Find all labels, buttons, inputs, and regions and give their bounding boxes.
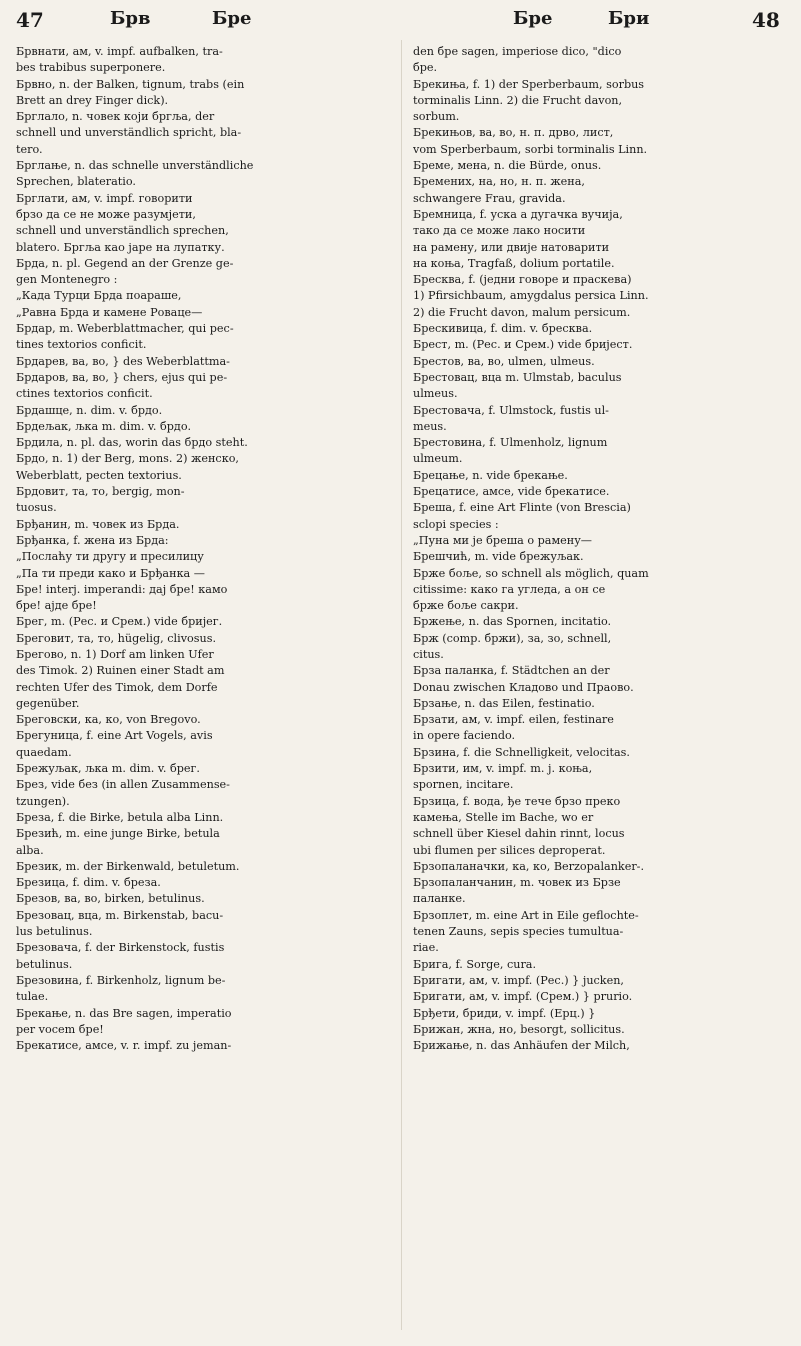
dictionary-line: Брекиња, f. 1) der Sperberbaum, sorbus: [413, 77, 645, 91]
dictionary-line: Брзина, f. die Schnelligkeit, velocitas.: [413, 745, 630, 759]
dictionary-line: 1) Pfirsichbaum, amygdalus persica Linn.: [413, 289, 649, 303]
dictionary-line: ctines textorios conficit.: [16, 387, 153, 401]
dictionary-line: alba.: [16, 843, 44, 857]
dictionary-line: Бремница, f. уска а дугачка вучија,: [413, 207, 623, 221]
dictionary-line: Брегуница, f. eine Art Vogels, avis: [16, 729, 213, 743]
dictionary-line: Брешчић, m. vide брежуљак.: [413, 550, 584, 564]
dictionary-line: Брж (comp. бржи), за, зо, schnell,: [413, 631, 612, 645]
dictionary-line: Брзити, им, v. impf. m. j. коња,: [413, 762, 593, 776]
dictionary-line: tenen Zauns, sepis species tumultua-: [413, 925, 624, 939]
dictionary-line: ubi flumen per silices deproperat.: [413, 843, 606, 857]
dictionary-line: Бремених, на, но, н. п. жена,: [413, 175, 585, 189]
left-column: [16, 44, 391, 1054]
dictionary-line: Брза паланка, f. Städtchen an der: [413, 664, 610, 678]
dictionary-line: Брвно, n. der Balken, tignum, trabs (ein: [16, 77, 245, 91]
dictionary-line: tzungen).: [16, 794, 70, 808]
dictionary-line: Бреговит, та, то, hügelig, clivosus.: [16, 631, 217, 645]
dictionary-line: Брескивица, f. dim. v. бресква.: [413, 322, 593, 336]
dictionary-line: Брзање, n. das Eilen, festinatio.: [413, 696, 595, 710]
dictionary-line: Брестовац, вца m. Ulmstab, baculus: [413, 370, 622, 384]
dictionary-line: брже боље сакри.: [413, 599, 519, 613]
dictionary-line: Брестовача, f. Ulmstock, fustis ul-: [413, 403, 609, 417]
dictionary-line: паланке.: [413, 892, 466, 906]
dictionary-line: citus.: [413, 647, 444, 661]
right-guide-word-first: Бре: [513, 8, 553, 29]
dictionary-line: Бреза, f. die Birke, betula alba Linn.: [16, 810, 224, 824]
dictionary-line: Брига, f. Sorge, cura.: [413, 957, 537, 971]
dictionary-line: des Timok. 2) Ruinen einer Stadt am: [16, 664, 225, 678]
dictionary-line: ulmeus.: [413, 387, 458, 401]
dictionary-line: gegenüber.: [16, 696, 80, 710]
right-page-number: 48: [752, 8, 780, 32]
dictionary-line: „Пуна ми је бреша о рамену—: [413, 533, 592, 547]
dictionary-line: Брезовац, вца, m. Birkenstab, bacu-: [16, 908, 224, 922]
dictionary-line: Брецатисе, амсе, vide брекатисе.: [413, 485, 610, 499]
dictionary-line: tuosus.: [16, 501, 57, 515]
dictionary-line: Брзопаланчанин, m. човек из Брзе: [413, 876, 621, 890]
dictionary-line: Брдашце, n. dim. v. брдо.: [16, 403, 163, 417]
dictionary-line: „Равна Брда и камене Роваце—: [16, 305, 203, 319]
dictionary-line: Брђанка, f. жена из Брда:: [16, 533, 169, 547]
dictionary-line: Брда, n. pl. Gegend an der Grenze ge-: [16, 256, 234, 270]
dictionary-line: tines textorios conficit.: [16, 338, 147, 352]
dictionary-line: Брегово, n. 1) Dorf am linken Ufer: [16, 647, 214, 661]
dictionary-line: Брдељак, љка m. dim. v. брдо.: [16, 419, 192, 433]
dictionary-line: Brett an drey Finger dick).: [16, 93, 169, 107]
dictionary-line: Брезик, m. der Birkenwald, betuletum.: [16, 859, 240, 873]
dictionary-line: Брецање, n. vide брекање.: [413, 468, 568, 482]
dictionary-line: Брест, m. (Рес. и Срем.) vide бријест.: [413, 338, 633, 352]
dictionary-line: Брежуљак, љка m. dim. v. брег.: [16, 762, 200, 776]
dictionary-line: sclopi species :: [413, 517, 499, 531]
dictionary-line: Бржe боље, so schnell als möglich, quam: [413, 566, 649, 580]
dictionary-line: spornen, incitare.: [413, 778, 514, 792]
dictionary-line: schnell und unverständlich sprechen,: [16, 224, 229, 238]
dictionary-line: Бре! interj. imperandi: дај бре! камо: [16, 582, 228, 596]
dictionary-line: Брег, m. (Рес. и Срем.) vide бријег.: [16, 615, 223, 629]
dictionary-line: Брзоплет, m. eine Art in Eile geflochte-: [413, 908, 639, 922]
dictionary-line: Брезица, f. dim. v. бреза.: [16, 876, 161, 890]
dictionary-line: „Када Турци Брда поараше,: [16, 289, 182, 303]
dictionary-line: lus betulinus.: [16, 925, 93, 939]
dictionary-line: tero.: [16, 142, 43, 156]
dictionary-line: Брдо, n. 1) der Berg, mons. 2) женско,: [16, 452, 239, 466]
dictionary-line: Брзопаланачки, ка, ко, Berzopalanker-.: [413, 859, 645, 873]
dictionary-line: Брешa, f. eine Art Flinte (von Brescia): [413, 501, 631, 515]
dictionary-line: schnell über Kiesel dahin rinnt, locus: [413, 827, 625, 841]
right-column: [413, 44, 788, 1054]
dictionary-line: Брглање, n. das schnelle unverständliche: [16, 159, 254, 173]
dictionary-line: Бреме, мена, n. die Bürde, onus.: [413, 159, 602, 173]
dictionary-line: quaedam.: [16, 745, 72, 759]
dictionary-line: blatero. Бргља као јаре на лупатку.: [16, 240, 225, 254]
dictionary-line: tulae.: [16, 990, 49, 1004]
dictionary-line: Donau zwischen Кладово und Праово.: [413, 680, 634, 694]
dictionary-line: брзо да се не може разумјети,: [16, 207, 196, 221]
column-divider: [401, 40, 402, 1330]
dictionary-line: citissime: како га угледа, а он се: [413, 582, 606, 596]
dictionary-line: Бресква, f. (једни говоре и праскева): [413, 273, 632, 287]
dictionary-line: per vocem бре!: [16, 1022, 104, 1036]
dictionary-line: „Па ти преди како и Брђанка —: [16, 566, 205, 580]
dictionary-line: Брдар, m. Weberblattmacher, qui pec-: [16, 322, 234, 336]
dictionary-line: Брзица, f. вода, ђе тече брзо преко: [413, 794, 621, 808]
dictionary-line: Брглало, n. човек који бргља, der: [16, 110, 215, 124]
dictionary-line: Брекатисе, амсе, v. r. impf. zu jeman-: [16, 1039, 232, 1053]
page-header: [0, 0, 801, 44]
dictionary-line: Брижан, жна, но, besorgt, sollicitus.: [413, 1022, 625, 1036]
dictionary-line: rechten Ufer des Timok, dem Dorfe: [16, 680, 218, 694]
dictionary-line: Брзати, ам, v. impf. eilen, festinare: [413, 713, 614, 727]
right-guide-word-last: Бри: [608, 8, 650, 29]
dictionary-line: Брђети, бриди, v. impf. (Ерц.) }: [413, 1006, 596, 1020]
dictionary-line: Брезић, m. eine junge Birke, betula: [16, 827, 220, 841]
dictionary-line: ulmeum.: [413, 452, 463, 466]
dictionary-line: тако да се може лако носити: [413, 224, 586, 238]
dictionary-line: 2) die Frucht davon, malum persicum.: [413, 305, 631, 319]
left-page-number: 47: [16, 8, 44, 32]
dictionary-line: Брдовит, та, то, bergig, mon-: [16, 485, 185, 499]
dictionary-line: на коња, Tragfaß, dolium portatile.: [413, 256, 615, 270]
dictionary-line: Брдила, n. pl. das, worin das брдо steht.: [16, 436, 248, 450]
dictionary-line: Бригати, ам, v. impf. (Срем.) } prurio.: [413, 990, 633, 1004]
dictionary-line: Sprechen, blateratio.: [16, 175, 136, 189]
dictionary-line: Брекање, n. das Bre sagen, imperatio: [16, 1006, 232, 1020]
dictionary-line: Брезовача, f. der Birkenstock, fustis: [16, 941, 225, 955]
dictionary-line: Брезов, ва, во, birken, betulinus.: [16, 892, 205, 906]
dictionary-line: камења, Stelle im Bache, wo er: [413, 810, 594, 824]
dictionary-line: Брђанин, m. човек из Брда.: [16, 517, 180, 531]
dictionary-line: in opere faciendo.: [413, 729, 516, 743]
dictionary-line: Брдарев, ва, во, } des Weberblattma-: [16, 354, 230, 368]
dictionary-line: Брдаров, ва, во, } chers, ejus qui pe-: [16, 370, 228, 384]
dictionary-line: Брижање, n. das Anhäufen der Milch,: [413, 1039, 630, 1053]
dictionary-line: Брестов, ва, во, ulmen, ulmeus.: [413, 354, 595, 368]
dictionary-line: бре.: [413, 61, 438, 75]
dictionary-line: Брез, vide без (in allen Zusammense-: [16, 778, 230, 792]
dictionary-line: бре! ајде бре!: [16, 599, 97, 613]
dictionary-line: Брвнати, ам, v. impf. aufbalken, tra-: [16, 45, 223, 58]
dictionary-line: Брестовина, f. Ulmenholz, lignum: [413, 436, 608, 450]
dictionary-line: meus.: [413, 419, 447, 433]
dictionary-line: Брезовина, f. Birkenholz, lignum be-: [16, 973, 226, 987]
dictionary-line: betulinus.: [16, 957, 73, 971]
dictionary-line: riae.: [413, 941, 439, 955]
dictionary-line: den бре sagen, imperiose dico, "dico: [413, 45, 622, 58]
dictionary-line: Weberblatt, pecten textorius.: [16, 468, 182, 482]
dictionary-line: Бреговски, ка, ко, von Bregovo.: [16, 713, 201, 727]
dictionary-line: torminalis Linn. 2) die Frucht davon,: [413, 93, 623, 107]
left-guide-word-first: Брв: [110, 8, 151, 29]
left-guide-word-last: Бре: [212, 8, 252, 29]
dictionary-line: schwangere Frau, gravida.: [413, 191, 566, 205]
dictionary-line: Брглати, ам, v. impf. говорити: [16, 191, 193, 205]
dictionary-line: schnell und unverständlich spricht, bla-: [16, 126, 242, 140]
dictionary-line: gen Montenegro :: [16, 273, 118, 287]
dictionary-line: bes trabibus superponere.: [16, 61, 166, 75]
dictionary-line: vom Sperberbaum, sorbi torminalis Linn.: [413, 142, 648, 156]
dictionary-line: на рамену, или двије натоварити: [413, 240, 610, 254]
dictionary-line: Брекињов, ва, во, н. п. дрво, лист,: [413, 126, 614, 140]
dictionary-line: Бригати, ам, v. impf. (Рес.) } jucken,: [413, 973, 624, 987]
dictionary-line: sorbum.: [413, 110, 460, 124]
dictionary-line: „Послаћу ти другу и пресилицу: [16, 550, 204, 564]
dictionary-line: Бржење, n. das Spornen, incitatio.: [413, 615, 612, 629]
